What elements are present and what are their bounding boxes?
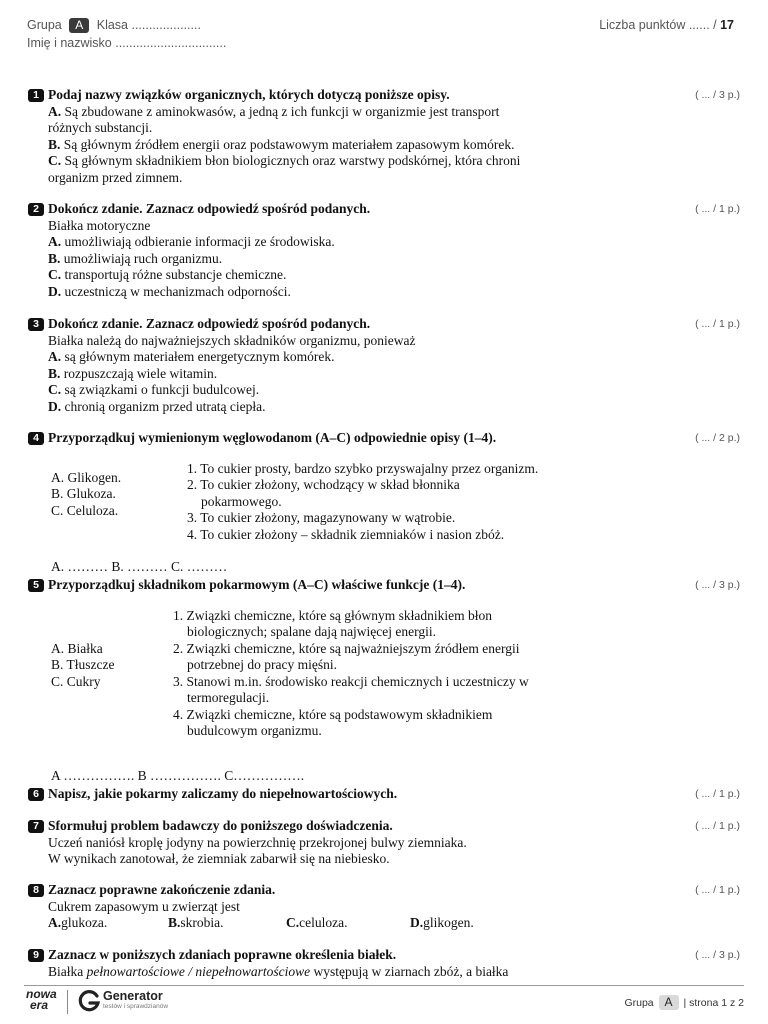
matching-right-column [183, 461, 567, 544]
choice-option-2[interactable]: niepełnowartościowe [195, 963, 311, 979]
question-2 [28, 201, 740, 300]
question-line: Cukrem zapasowym u zwierząt jest [48, 898, 240, 914]
answer-option-c[interactable]: C. transportują różne substancje chemiczne. [48, 267, 287, 282]
answer-option-c[interactable]: C.celuloza. [286, 915, 348, 930]
answer-option-a[interactable]: A. umożliwiają odbieranie informacji ze środowiska. [48, 234, 335, 249]
answer-option-c[interactable]: C. są związkami o funkcji budulcowej. [48, 382, 260, 397]
question-1 [28, 87, 740, 186]
question-4 [28, 430, 740, 576]
question-title: Zaznacz poprawne zakończenie zdania. [48, 882, 276, 897]
matching-left-item: B. Glukoza. [51, 486, 116, 501]
answer-option-b[interactable]: B.skrobia. [168, 915, 224, 930]
answer-option-d[interactable]: D.glikogen. [410, 915, 474, 930]
question-number: 3 [28, 318, 44, 331]
question-line: B. Są głównym źródłem energii oraz podstawowym materiałem zapasowym komórek. [48, 136, 515, 152]
answer-blanks[interactable]: A. ……… B. ……… C. ……… [51, 559, 228, 574]
question-number: 8 [28, 884, 44, 897]
answer-option-d[interactable]: D. uczestniczą w mechanizmach odporności. [48, 283, 291, 299]
question-7 [28, 818, 740, 868]
answer-option-d[interactable]: D. chronią organizm przed utratą ciepła. [48, 398, 266, 414]
points-label: Liczba punktów ...... / [599, 18, 717, 32]
question-number: 5 [28, 579, 44, 592]
question-title: Przyporządkuj wymienionym węglowodanom (A–C) odpowiednie opisy (1–4). [48, 430, 497, 445]
footer-group-badge: A [659, 995, 679, 1010]
matching-right-item: 2. Związki chemiczne, które są najważniejszym źródłem energii potrzebnej do pracy mięśni. [173, 640, 520, 672]
question-title: Dokończ zdanie. Zaznacz odpowiedź spośród podanych. [48, 201, 371, 216]
matching-table [28, 608, 740, 740]
matching-table [28, 461, 740, 544]
class-label: Klasa .................... [96, 18, 201, 32]
question-points: ( ... / 3 p.) [695, 579, 740, 591]
matching-left-item: A. Białka [51, 640, 103, 656]
question-line: Białka pełnowartościowe / niepełnowartościowe występują w ziarnach zbóż, a białka [48, 963, 509, 979]
question-points: ( ... / 1 p.) [695, 318, 740, 330]
answer-option-b[interactable]: B. umożliwiają ruch organizmu. [48, 250, 223, 266]
page-number: | strona 1 z 2 [683, 997, 744, 1009]
question-number: 7 [28, 820, 44, 833]
footer-divider [24, 985, 744, 986]
question-points: ( ... / 2 p.) [695, 432, 740, 444]
question-points: ( ... / 3 p.) [695, 89, 740, 101]
matching-left-item: B. Tłuszcze [51, 657, 115, 672]
answer-option-a[interactable]: A. są głównym materiałem energetycznym komórek. [48, 349, 335, 364]
question-title: Napisz, jakie pokarmy zaliczamy do niepełnowartościowych. [48, 786, 398, 801]
answer-blanks[interactable]: A ……………. B ……………. C……………. [51, 767, 305, 783]
generator-logo-icon [77, 989, 101, 1018]
question-line: Uczeń naniósł kroplę jodyny na powierzchnię przekrojonej bulwy ziemniaka. [48, 834, 467, 850]
question-points: ( ... / 1 p.) [695, 788, 740, 800]
question-line: A. Są zbudowane z aminokwasów, a jedną z ich funkcji w organizmie jest transport [48, 103, 500, 119]
answer-options [28, 915, 740, 932]
group-badge: A [69, 18, 89, 33]
points-total: 17 [720, 18, 734, 32]
question-number: 9 [28, 949, 44, 962]
question-title: Dokończ zdanie. Zaznacz odpowiedź spośród podanych. [48, 316, 371, 331]
question-title: Zaznacz w poniższych zdaniach poprawne określenia białek. [48, 947, 397, 962]
question-3 [28, 316, 740, 415]
matching-right-item: 4. Związki chemiczne, które są podstawowym składnikiem budulcowym organizmu. [173, 706, 493, 738]
matching-left-item: C. Cukry [51, 673, 101, 689]
question-line: C. Są głównym składnikiem błon biologicznych oraz warstwy podskórnej, która chroni [48, 153, 521, 168]
group-label: Grupa [27, 18, 62, 32]
question-number: 4 [28, 432, 44, 445]
question-line: W wynikach zanotował, że ziemniak zabarwił się na niebiesko. [48, 851, 390, 866]
matching-left-column [28, 608, 173, 740]
header-group-class [27, 18, 201, 33]
question-title: Podaj nazwy związków organicznych, których dotyczą poniższe opisy. [48, 87, 450, 102]
question-5 [28, 577, 740, 784]
answer-option-b[interactable]: B. rozpuszczają wiele witamin. [48, 365, 218, 381]
matching-right-item: 4. To cukier złożony – składnik ziemniaków i nasion zbóż. [187, 526, 505, 542]
matching-right-column [173, 608, 533, 740]
question-line: organizm przed zimnem. [48, 169, 183, 185]
question-line: Białka należą do najważniejszych składników organizmu, ponieważ [48, 332, 416, 348]
question-number: 1 [28, 89, 44, 102]
name-label: Imię i nazwisko ................................ [27, 36, 227, 50]
points-summary [599, 18, 734, 32]
question-9 [28, 947, 740, 980]
question-points: ( ... / 3 p.) [695, 949, 740, 961]
matching-right-item: 1. Związki chemiczne, które są głównym składnikiem błon biologicznych; spalane dają najwięcej energii. [173, 607, 493, 639]
question-points: ( ... / 1 p.) [695, 203, 740, 215]
question-points: ( ... / 1 p.) [695, 884, 740, 896]
matching-right-item: 2. To cukier złożony, wchodzący w skład błonnika pokarmowego. [187, 477, 460, 509]
logo-separator [67, 990, 68, 1014]
question-number: 2 [28, 203, 44, 216]
nowa-era-logo: nowa era [26, 987, 57, 1012]
question-line: różnych substancji. [48, 120, 153, 135]
question-title: Przyporządkuj składnikom pokarmowym (A–C) właściwe funkcje (1–4). [48, 577, 466, 592]
matching-right-item: 3. To cukier złożony, magazynowany w wątrobie. [187, 510, 456, 525]
matching-right-item: 1. To cukier prosty, bardzo szybko przyswajalny przez organizm. [187, 460, 539, 476]
question-points: ( ... / 1 p.) [695, 820, 740, 832]
matching-right-item: 3. Stanowi m.in. środowisko reakcji chemicznych i uczestniczy w termoregulacji. [173, 673, 529, 705]
question-6 [28, 786, 740, 803]
choice-option-1[interactable]: pełnowartościowe [86, 963, 185, 979]
matching-left-item: C. Celuloza. [51, 502, 119, 518]
generator-logo: Generator testów i sprawdzianów [103, 989, 169, 1010]
question-number: 6 [28, 788, 44, 801]
matching-left-column [28, 461, 183, 544]
answer-option-a[interactable]: A.glukoza. [48, 915, 108, 930]
question-line: Białka motoryczne [48, 217, 151, 233]
question-8 [28, 882, 740, 932]
matching-left-item: A. Glikogen. [51, 469, 122, 485]
footer-page-info: Grupa A | strona 1 z 2 [624, 995, 744, 1009]
question-title: Sformułuj problem badawczy do poniższego doświadczenia. [48, 818, 393, 833]
